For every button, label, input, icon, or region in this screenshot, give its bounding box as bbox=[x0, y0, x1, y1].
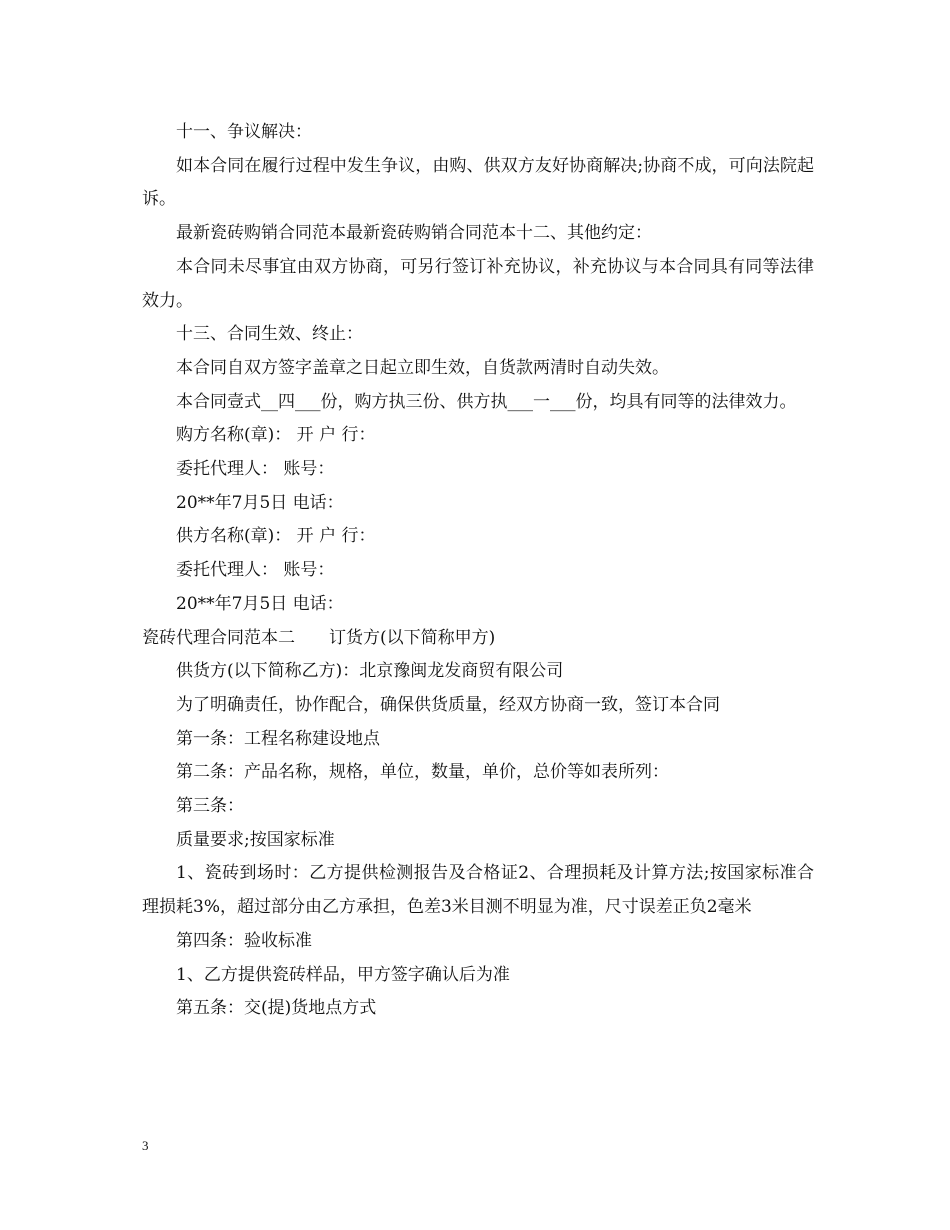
contract-two-title: 瓷砖代理合同范本二 bbox=[142, 627, 295, 648]
buyer-date-line: 20**年7月5日 电话： bbox=[176, 492, 344, 513]
quality-requirement: 质量要求;按国家标准 bbox=[176, 829, 335, 850]
article-one: 第一条：工程名称建设地点 bbox=[176, 728, 380, 749]
paragraph-dispute-heading: 十一、争议解决： bbox=[176, 122, 312, 142]
supplier-name-line: 供方名称(章)： 开 户 行： bbox=[176, 526, 376, 547]
paragraph-effect-body: 本合同自双方签字盖章之日起立即生效，自货款两清时自动失效。 bbox=[176, 357, 669, 378]
supplier-agent-line: 委托代理人： 账号： bbox=[176, 560, 335, 581]
page-number: 3 bbox=[142, 1138, 149, 1153]
article-three: 第三条： bbox=[176, 796, 244, 817]
paragraph-copies: 本合同壹式__四___份，购方执三份、供方执___一___份，均具有同等的法律效力。 bbox=[176, 391, 797, 412]
paragraph-other-terms-heading: 最新瓷砖购销合同范本最新瓷砖购销合同范本十二、其他约定： bbox=[176, 223, 652, 244]
supplier-date-line: 20**年7月5日 电话： bbox=[176, 593, 344, 614]
acceptance-detail: 1、乙方提供瓷砖样品，甲方签字确认后为准 bbox=[176, 964, 510, 985]
article-four: 第四条：验收标准 bbox=[176, 930, 312, 951]
buyer-name-line: 购方名称(章)： 开 户 行： bbox=[176, 425, 376, 446]
orderer-party-label: 订货方(以下简称甲方) bbox=[329, 627, 496, 648]
article-two: 第二条：产品名称，规格，单位，数量，单价，总价等如表所列： bbox=[176, 762, 669, 783]
buyer-agent-line: 委托代理人： 账号： bbox=[176, 459, 335, 480]
paragraph-dispute-body: 如本合同在履行过程中发生争议，由购、供双方友好协商解决;协商不成，可向法院起诉。 bbox=[142, 155, 814, 210]
paragraph-effect-heading: 十三、合同生效、终止： bbox=[176, 324, 363, 345]
quality-detail: 1、瓷砖到场时：乙方提供检测报告及合格证2、合理损耗及计算方法;按国家标准合理损耗3%，超过部分由乙方承担，色差3米目测不明显为准，尺寸误差正负2毫米 bbox=[142, 863, 814, 918]
supplier-party-line: 供货方(以下简称乙方)：北京豫闽龙发商贸有限公司 bbox=[176, 661, 564, 682]
paragraph-other-terms-body: 本合同未尽事宜由双方协商，可另行签订补充协议，补充协议与本合同具有同等法律效力。 bbox=[142, 256, 814, 311]
article-five: 第五条：交(提)货地点方式 bbox=[176, 998, 377, 1019]
paragraph-purpose: 为了明确责任，协作配合，确保供货质量，经双方协商一致，签订本合同 bbox=[176, 694, 720, 715]
document-body bbox=[142, 116, 814, 1026]
contract-two-heading-line bbox=[142, 622, 814, 656]
